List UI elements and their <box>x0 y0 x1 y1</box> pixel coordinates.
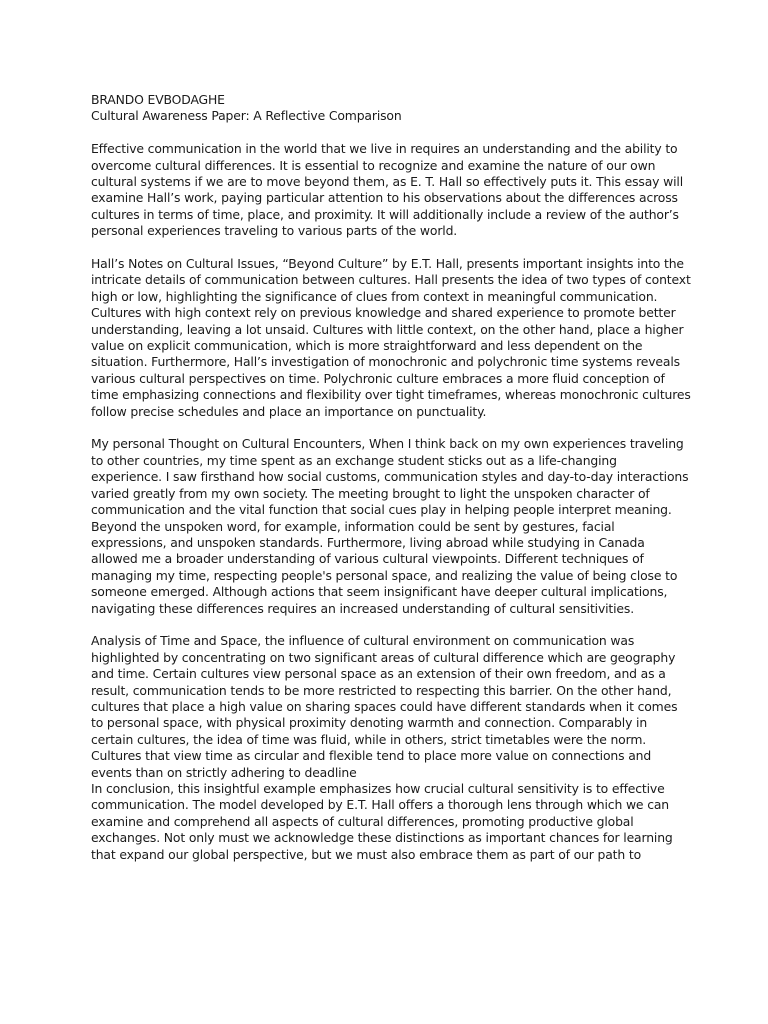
author-name: BRANDO EVBODAGHE <box>91 92 225 107</box>
document-body <box>91 92 691 863</box>
paragraph-conclusion: In conclusion, this insightful example emphasizes how crucial cultural sensitivity is to effective communication. The model developed by E.T. Hall offers a thorough lens through which we can examine and comprehend all aspects of cultural differences, promoting productive global exchanges. Not only must we acknowledge these distinctions as important chances for learning that expand our global perspective, but we must also embrace them as part of our path to <box>91 781 673 862</box>
paragraph-personal-thought: My personal Thought on Cultural Encounters, When I think back on my own experiences traveling to other countries, my time spent as an exchange student sticks out as a life-changing experience. I saw firsthand how social customs, communication styles and day-to-day interactions varied greatly from my own society. The meeting brought to light the unspoken character of communication and the vital function that social cues play in helping people interpret meaning. Beyond the unspoken word, for example, information could be sent by gestures, facial expressions, and unspoken standards. Furthermore, living abroad while studying in Canada allowed me a broader understanding of various cultural viewpoints. Different techniques of managing my time, respecting people's personal space, and realizing the value of being close to someone emerged. Although actions that seem insignificant have deeper cultural implications, navigating these differences requires an increased understanding of cultural sensitivities. <box>91 436 689 616</box>
paragraph-hall-notes: Hall’s Notes on Cultural Issues, “Beyond Culture” by E.T. Hall, presents important insights into the intricate details of communication between cultures. Hall presents the idea of two types of context high or low, highlighting the significance of clues from context in meaningful communication. Cultures with high context rely on previous knowledge and shared experience to promote better understanding, leaving a lot unsaid. Cultures with little context, on the other hand, place a higher value on explicit communication, which is more straightforward and less dependent on the situation. Furthermore, Hall’s investigation of monochronic and polychronic time systems reveals various cultural perspectives on time. Polychronic culture embraces a more fluid conception of time emphasizing connections and flexibility over tight timeframes, whereas monochronic cultures follow precise schedules and place an importance on punctuality. <box>91 256 691 419</box>
paper-title: Cultural Awareness Paper: A Reflective Comparison <box>91 108 402 124</box>
paragraph-introduction: Effective communication in the world that we live in requires an understanding and the ability to overcome cultural differences. It is essential to recognize and examine the nature of our own cultural systems if we are to move beyond them, as E. T. Hall so effectively puts it. This essay will examine Hall’s work, paying particular attention to his observations about the differences across cultures in terms of time, place, and proximity. It will additionally include a review of the author’s personal experiences traveling to various parts of the world. <box>91 141 684 239</box>
paragraph-time-space-analysis: Analysis of Time and Space, the influence of cultural environment on communication was highlighted by concentrating on two significant areas of cultural difference which are geography and time. Certain cultures view personal space as an extension of their own freedom, and as a result, communication tends to be more restricted to respecting this barrier. On the other hand, cultures that place a high value on sharing spaces could have different standards when it comes to personal space, with physical proximity denoting warmth and connection. Comparably in certain cultures, the idea of time was fluid, while in others, strict timetables were the norm. Cultures that view time as circular and flexible tend to place more value on connections and events than on strictly adhering to deadline <box>91 633 678 780</box>
